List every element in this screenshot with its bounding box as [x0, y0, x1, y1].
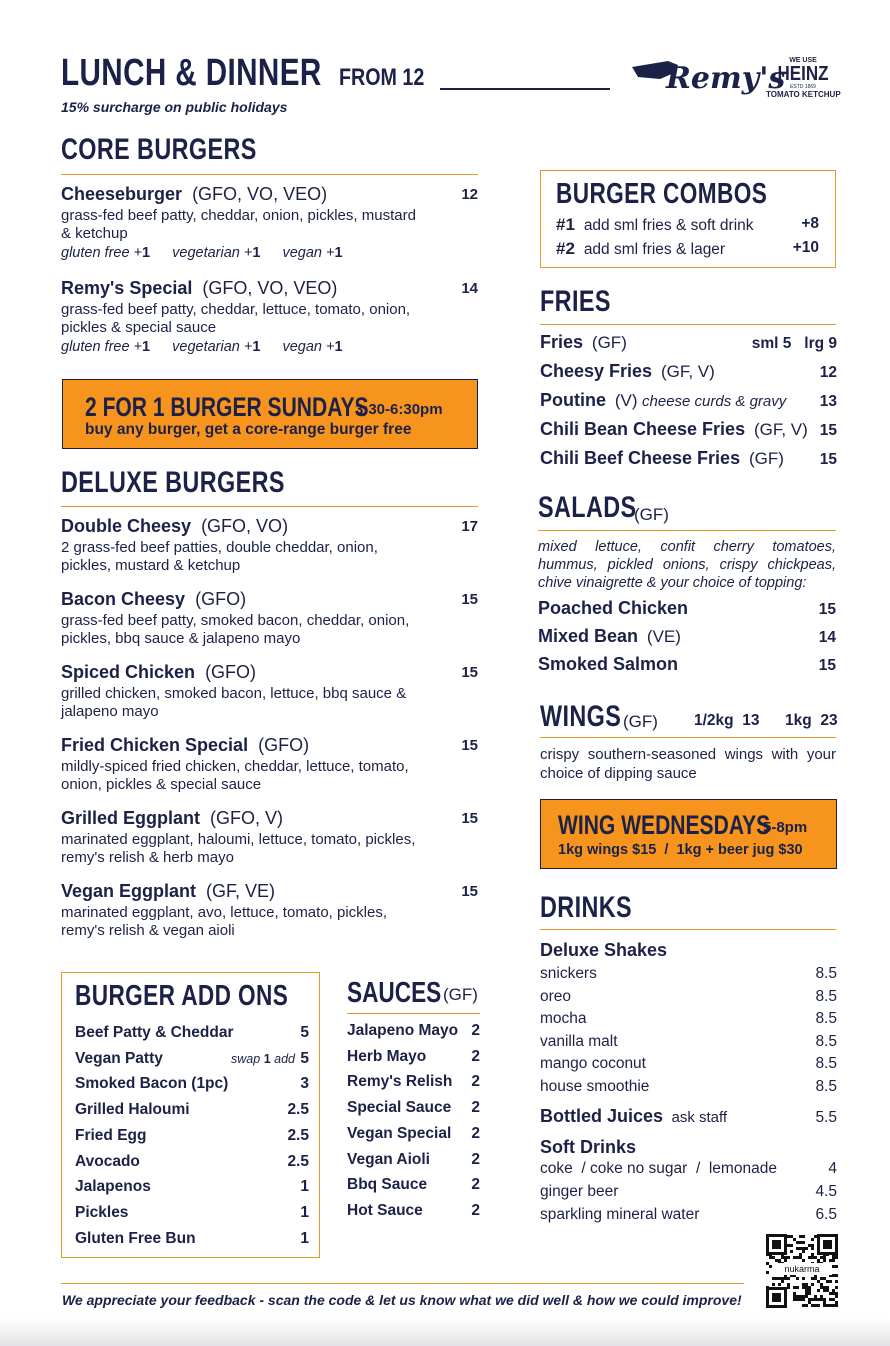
addon-item — [75, 1050, 309, 1068]
item-tags: (GFO) — [195, 589, 247, 609]
shake-name: mocha — [540, 1010, 587, 1028]
wings-full-label: 1kg — [785, 712, 812, 729]
addon-price: 2.5 — [287, 1101, 309, 1119]
shake-item — [540, 1078, 837, 1096]
opt-price: 1 — [334, 339, 343, 355]
shake-item — [540, 965, 837, 983]
fries-tags: (GF) — [591, 333, 627, 352]
wings-tag: (GF) — [623, 712, 658, 731]
salads-desc: mixed lettuce, confit cherry tomatoes, hummus, pickled onions, crispy chickpeas, chive vinaigrette & your choice of topping: — [538, 539, 836, 591]
promo-wings-time: 5-8pm — [763, 819, 808, 836]
shake-name: oreo — [540, 987, 572, 1005]
core-burgers-title: CORE BURGERS — [61, 133, 257, 166]
addon-item — [75, 1101, 309, 1119]
combo-price: +8 — [801, 215, 819, 232]
addons-list — [75, 1024, 309, 1254]
sauce-item — [347, 1125, 480, 1143]
soft-drinks-title: Soft Drinks — [540, 1137, 637, 1157]
sauce-item — [347, 1073, 480, 1091]
core-burger-item — [61, 278, 478, 355]
soft-drink-name: ginger beer — [540, 1183, 619, 1200]
fries-price: 12 — [819, 364, 837, 381]
page-title: LUNCH & DINNER — [61, 52, 322, 94]
item-name-text: Remy's Special — [61, 278, 193, 298]
sauce-price: 2 — [471, 1073, 480, 1091]
salad-price: 14 — [818, 629, 836, 646]
wings-title: WINGS — [540, 700, 622, 733]
opt-label: gluten free + — [61, 245, 143, 261]
salad-item — [538, 654, 836, 675]
soft-drink-item — [540, 1160, 837, 1178]
item-desc: grass-fed beef patty, smoked bacon, cheddar, onion, pickles, bbq sauce & jalapeno mayo — [61, 612, 410, 647]
sauce-name: Remy's Relish — [347, 1073, 453, 1091]
combo-item — [556, 239, 819, 259]
item-name-text: Double Cheesy — [61, 516, 192, 536]
footer-feedback: We appreciate your feedback - scan the code & let us know what we did well & how we could improve! — [62, 1292, 742, 1308]
item-desc: mildly-spiced fried chicken, cheddar, lettuce, tomato, onion, pickles & special sauce — [61, 758, 409, 793]
item-price: 15 — [461, 591, 478, 608]
fries-tags: (V) — [614, 391, 638, 410]
addon-item — [75, 1127, 309, 1145]
soft-drink-price: 4 — [828, 1160, 837, 1177]
deluxe-burger-item — [61, 808, 478, 867]
sauces-title: SAUCES — [347, 977, 442, 1009]
sauce-price: 2 — [471, 1176, 480, 1194]
opt-price: 1 — [142, 245, 151, 261]
core-burgers-list — [61, 184, 478, 364]
time-label: FROM 12 — [339, 64, 425, 91]
addon-name: Gluten Free Bun — [75, 1229, 196, 1247]
sauce-price: 2 — [471, 1150, 480, 1168]
shake-price: 8.5 — [815, 1010, 837, 1028]
fries-note: cheese curds & gravy — [642, 393, 787, 410]
salad-name: Mixed Bean — [538, 626, 639, 646]
item-price: 15 — [461, 737, 478, 754]
core-burger-item — [61, 184, 478, 261]
soft-drink-item — [540, 1206, 837, 1224]
salad-name: Smoked Salmon — [538, 654, 679, 674]
item-tags: (GF, VE) — [206, 881, 276, 901]
addon-price: 2.5 — [287, 1152, 309, 1170]
header-rule — [440, 88, 610, 90]
salad-item — [538, 598, 836, 619]
soft-drink-price: 4.5 — [815, 1183, 837, 1200]
soft-drink-price: 6.5 — [815, 1206, 837, 1223]
sauce-name: Herb Mayo — [347, 1047, 427, 1065]
opt-label: vegetarian + — [172, 245, 253, 261]
drinks-rule — [540, 929, 836, 930]
core-rule — [61, 174, 478, 175]
salad-item — [538, 626, 836, 647]
item-name — [61, 184, 478, 205]
shake-price: 8.5 — [815, 987, 837, 1005]
sauce-name: Special Sauce — [347, 1099, 452, 1117]
fries-price: sml 5 lrg 9 — [751, 335, 837, 352]
item-options — [61, 245, 478, 261]
item-price: 17 — [461, 518, 478, 535]
promo-sunday-time: 3:30-6:30pm — [355, 401, 443, 418]
promo-sunday-sub: buy any burger, get a core-range burger free — [85, 421, 412, 438]
opt-price: 1 — [142, 339, 151, 355]
opt-price: 1 — [334, 245, 343, 261]
item-tags: (GFO, VO, VEO) — [192, 184, 328, 204]
combo-text: add sml fries & soft drink — [583, 217, 754, 234]
addon-name: Fried Egg — [75, 1126, 147, 1144]
item-name — [61, 278, 478, 299]
sauce-name: Vegan Special — [347, 1124, 452, 1142]
fries-tags: (GF, V) — [753, 420, 808, 439]
heinz-bottom: TOMATO KETCHUP — [766, 90, 841, 99]
opt-label: vegan + — [282, 245, 335, 261]
remys-logo — [630, 55, 786, 105]
combo-num: #2 — [556, 239, 575, 258]
addon-name: Smoked Bacon (1pc) — [75, 1075, 229, 1093]
opt-price: 1 — [252, 339, 261, 355]
promo-wings-sub: 1kg wings $15 / 1kg + beer jug $30 — [558, 842, 803, 858]
item-desc: marinated eggplant, haloumi, lettuce, tomato, pickles, remy's relish & herb mayo — [61, 831, 416, 866]
addon-name: Avocado — [75, 1152, 140, 1170]
wings-half-label: 1/2kg — [694, 712, 734, 729]
item-options — [61, 339, 478, 355]
fries-tags: (GF, V) — [660, 362, 715, 381]
addon-item — [75, 1024, 309, 1042]
sauce-name: Vegan Aioli — [347, 1150, 430, 1168]
addon-price: 3 — [300, 1075, 309, 1093]
fries-list — [540, 332, 837, 477]
wings-half-price: 13 — [742, 712, 760, 729]
item-price: 14 — [461, 280, 478, 297]
shake-item — [540, 1055, 837, 1073]
addon-name: Jalapenos — [75, 1178, 151, 1196]
wings-price-full — [785, 712, 838, 730]
juices-title: Bottled Juices — [540, 1106, 664, 1126]
fries-name: Fries — [540, 332, 584, 352]
item-desc: 2 grass-fed beef patties, double cheddar, onion, pickles, mustard & ketchup — [61, 539, 378, 574]
fries-rule — [540, 324, 836, 325]
wings-price-half — [694, 712, 760, 730]
heinz-est: ESTD 1869 — [790, 84, 816, 90]
addon-item — [75, 1178, 309, 1196]
item-price: 15 — [461, 664, 478, 681]
shakes-list — [540, 965, 837, 1105]
sauce-price: 2 — [471, 1201, 480, 1219]
shake-name: snickers — [540, 965, 597, 982]
sauce-item — [347, 1048, 480, 1066]
soft-drink-name: coke / coke no sugar / lemonade — [540, 1160, 777, 1177]
item-name — [61, 589, 478, 610]
deluxe-burgers-list — [61, 516, 478, 956]
deluxe-burger-item — [61, 881, 478, 940]
item-tags: (GFO, VO, VEO) — [202, 278, 338, 298]
salad-price: 15 — [818, 601, 836, 618]
item-name-text: Grilled Eggplant — [61, 808, 201, 828]
soft-drinks-list — [540, 1160, 837, 1232]
salads-list — [538, 598, 836, 688]
drinks-title: DRINKS — [540, 891, 633, 924]
addon-swap: swap 1 add — [231, 1051, 295, 1066]
fries-item — [540, 361, 837, 382]
item-tags: (GFO) — [258, 735, 310, 755]
sauce-name: Bbq Sauce — [347, 1176, 428, 1194]
sauce-item — [347, 1176, 480, 1194]
wings-desc: crispy southern-seasoned wings with your choice of dipping sauce — [540, 746, 836, 782]
salad-tags: (VE) — [646, 627, 681, 646]
opt-label: vegetarian + — [172, 339, 253, 355]
fries-name: Poutine — [540, 390, 606, 410]
fries-item — [540, 332, 837, 353]
fries-item — [540, 419, 837, 440]
opt-price: 1 — [252, 245, 261, 261]
sauces-rule — [347, 1013, 480, 1014]
fries-name: Cheesy Fries — [540, 361, 653, 381]
addon-item — [75, 1230, 309, 1248]
shake-name: vanilla malt — [540, 1032, 618, 1050]
item-desc: grass-fed beef patty, cheddar, lettuce, tomato, onion, pickles & special sauce — [61, 301, 411, 336]
sauce-item — [347, 1099, 480, 1117]
sauce-price: 2 — [471, 1022, 480, 1039]
item-name — [61, 662, 478, 683]
heinz-top: WE USE — [789, 57, 817, 64]
addon-name: Beef Patty & Cheddar — [75, 1024, 234, 1041]
shake-price: 8.5 — [815, 1055, 837, 1073]
fries-item — [540, 390, 837, 411]
heinz-logo — [766, 57, 840, 99]
sauce-name: Jalapeno Mayo — [347, 1022, 459, 1039]
opt-label: vegan + — [282, 339, 335, 355]
sauce-price: 2 — [471, 1099, 480, 1117]
fries-price: 15 — [819, 451, 837, 468]
shake-price: 8.5 — [815, 965, 837, 982]
addon-price: 5 — [300, 1049, 309, 1067]
combos-title: BURGER COMBOS — [556, 178, 768, 210]
item-tags: (GFO, VO) — [201, 516, 289, 536]
addon-price: 2.5 — [287, 1126, 309, 1144]
shake-price: 8.5 — [815, 1078, 837, 1095]
addon-name: Vegan Patty — [75, 1049, 163, 1067]
sauce-price: 2 — [471, 1124, 480, 1142]
shake-name: mango coconut — [540, 1055, 646, 1073]
opt-label: gluten free + — [61, 339, 143, 355]
wings-full-price: 23 — [820, 712, 838, 729]
sauces-tag: (GF) — [443, 985, 478, 1004]
deluxe-burger-item — [61, 589, 478, 648]
addon-price: 1 — [300, 1203, 309, 1221]
item-name-text: Spiced Chicken — [61, 662, 196, 682]
combo-text: add sml fries & lager — [583, 241, 726, 258]
addon-price: 1 — [300, 1178, 309, 1196]
fries-item — [540, 448, 837, 469]
sauce-item — [347, 1022, 480, 1040]
logo-text: Remy's — [666, 61, 786, 96]
shakes-title: Deluxe Shakes — [540, 940, 668, 960]
combos-list — [556, 215, 819, 265]
shake-price: 8.5 — [815, 1032, 837, 1050]
qr-label: nukarma — [772, 1263, 832, 1275]
combo-item — [556, 215, 819, 235]
promo-sunday-title: 2 FOR 1 BURGER SUNDAYS — [85, 392, 369, 422]
promo-wings-banner — [540, 799, 837, 869]
item-name — [61, 881, 478, 902]
item-desc: marinated eggplant, avo, lettuce, tomato, pickles, remy's relish & vegan aioli — [61, 904, 388, 939]
item-name — [61, 516, 478, 537]
combos-box — [540, 170, 836, 268]
page-bottom-shade — [0, 1318, 890, 1346]
item-name — [61, 735, 478, 756]
fries-name: Chili Beef Cheese Fries — [540, 448, 741, 468]
item-name-text: Vegan Eggplant — [61, 881, 197, 901]
soft-drink-item — [540, 1183, 837, 1201]
item-tags: (GFO, V) — [210, 808, 284, 828]
footer-rule — [61, 1283, 744, 1284]
promo-wings-title: WING WEDNESDAYS — [558, 810, 771, 840]
item-name-text: Bacon Cheesy — [61, 589, 186, 609]
deluxe-burger-item — [61, 662, 478, 721]
item-name-text: Fried Chicken Special — [61, 735, 249, 755]
fries-title: FRIES — [540, 285, 611, 318]
fries-price: 13 — [819, 393, 837, 410]
salad-price: 15 — [818, 657, 836, 674]
addon-price: 5 — [300, 1024, 309, 1041]
addon-price: 1 — [300, 1229, 309, 1247]
shake-item — [540, 988, 837, 1006]
deluxe-burger-item — [61, 516, 478, 575]
addon-item — [75, 1153, 309, 1171]
addon-item — [75, 1075, 309, 1093]
deluxe-rule — [61, 506, 478, 507]
juices-price: 5.5 — [815, 1109, 837, 1126]
item-price: 15 — [461, 810, 478, 827]
shake-item — [540, 1033, 837, 1051]
item-desc: grass-fed beef patty, cheddar, onion, pickles, mustard & ketchup — [61, 207, 416, 242]
item-name — [61, 808, 478, 829]
addon-item — [75, 1204, 309, 1222]
sauce-item — [347, 1202, 480, 1220]
qr-code[interactable] — [766, 1234, 838, 1308]
juices-note: ask staff — [671, 1109, 728, 1126]
fries-name: Chili Bean Cheese Fries — [540, 419, 746, 439]
item-name-text: Cheeseburger — [61, 184, 183, 204]
sauce-price: 2 — [471, 1047, 480, 1065]
salads-title: SALADS — [538, 491, 637, 524]
surcharge-note: 15% surcharge on public holidays — [61, 99, 288, 115]
promo-sunday-banner — [62, 379, 478, 449]
addons-box — [61, 972, 320, 1258]
wings-rule — [540, 737, 836, 738]
addons-title: BURGER ADD ONS — [75, 980, 289, 1012]
addon-name: Pickles — [75, 1203, 129, 1221]
juices-row — [540, 1106, 837, 1130]
deluxe-burger-item — [61, 735, 478, 794]
item-desc: grilled chicken, smoked bacon, lettuce, bbq sauce & jalapeno mayo — [61, 685, 407, 720]
sauce-name: Hot Sauce — [347, 1201, 423, 1219]
addon-name: Grilled Haloumi — [75, 1101, 190, 1119]
shake-name: house smoothie — [540, 1078, 650, 1095]
deluxe-burgers-title: DELUXE BURGERS — [61, 466, 285, 499]
item-tags: (GFO) — [205, 662, 257, 682]
item-price: 15 — [461, 883, 478, 900]
salads-rule — [538, 530, 836, 531]
combo-num: #1 — [556, 215, 575, 234]
salads-tag: (GF) — [634, 505, 669, 524]
salad-name: Poached Chicken — [538, 598, 689, 618]
heinz-name: HEINZ — [777, 63, 829, 85]
soft-drink-name: sparkling mineral water — [540, 1206, 700, 1223]
item-price: 12 — [461, 186, 478, 203]
fries-tags: (GF) — [748, 449, 784, 468]
shake-item — [540, 1010, 837, 1028]
fries-price: 15 — [819, 422, 837, 439]
sauces-list — [347, 1022, 480, 1232]
sauce-item — [347, 1151, 480, 1169]
combo-price: +10 — [792, 239, 819, 256]
